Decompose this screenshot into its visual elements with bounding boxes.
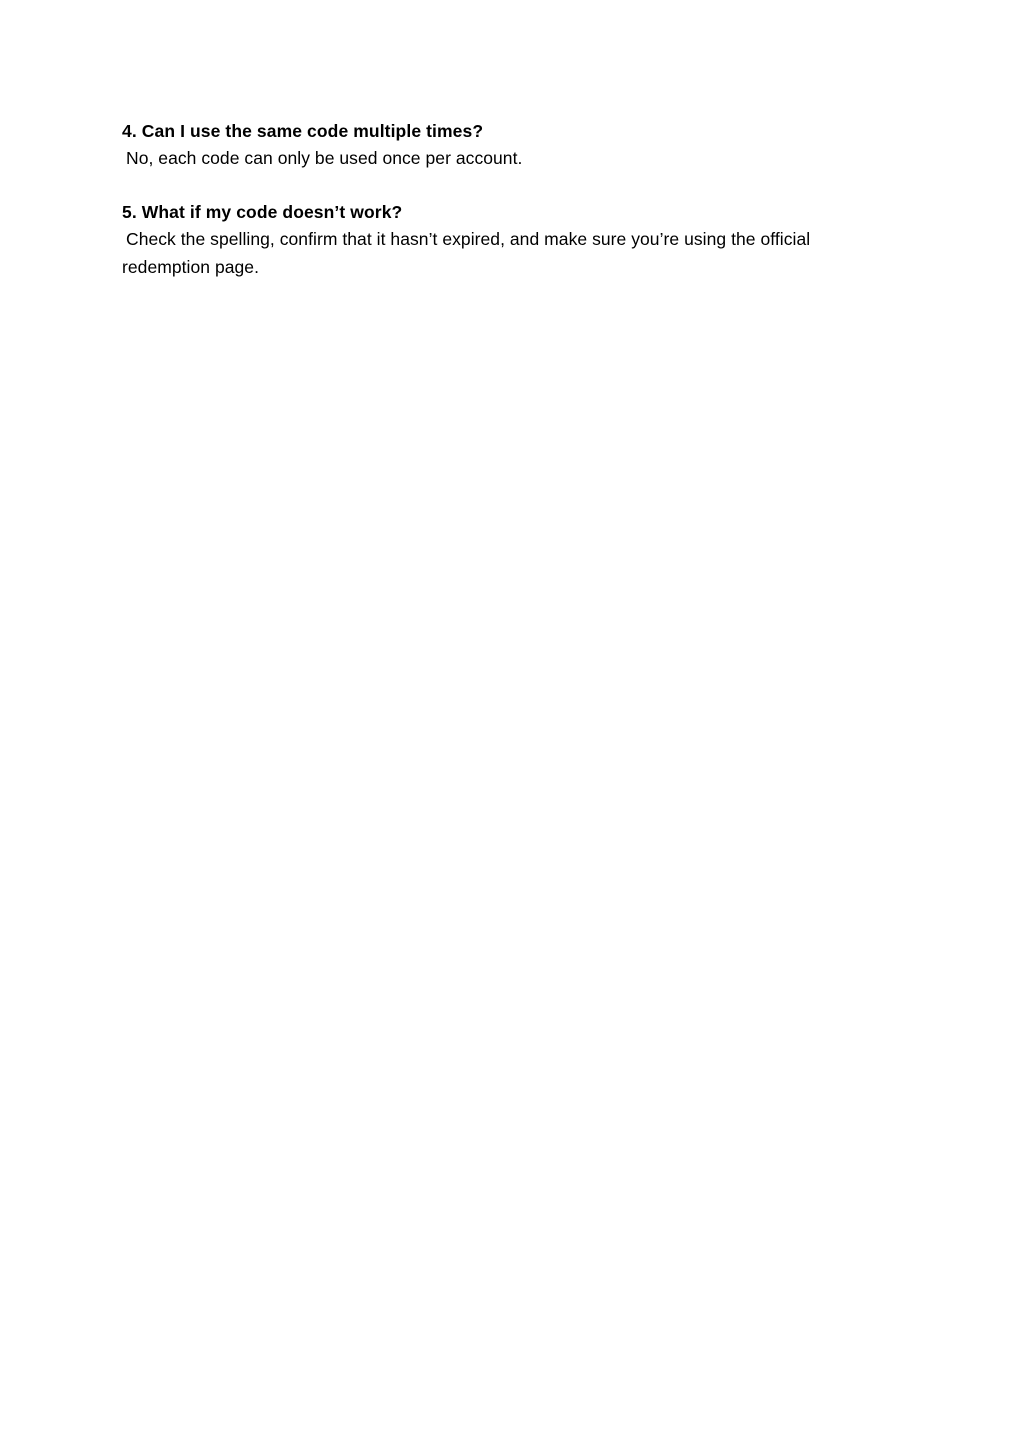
faq-answer: No, each code can only be used once per account. [126, 148, 523, 169]
faq-item [122, 118, 882, 173]
faq-question: 4. Can I use the same code multiple times? [122, 121, 484, 141]
faq-item [122, 199, 882, 281]
faq-answer: Check the spelling, confirm that it hasn’t expired, and make sure you’re using the official redemption page. [122, 228, 811, 277]
document-content [122, 118, 882, 281]
faq-question: 5. What if my code doesn’t work? [122, 201, 403, 222]
